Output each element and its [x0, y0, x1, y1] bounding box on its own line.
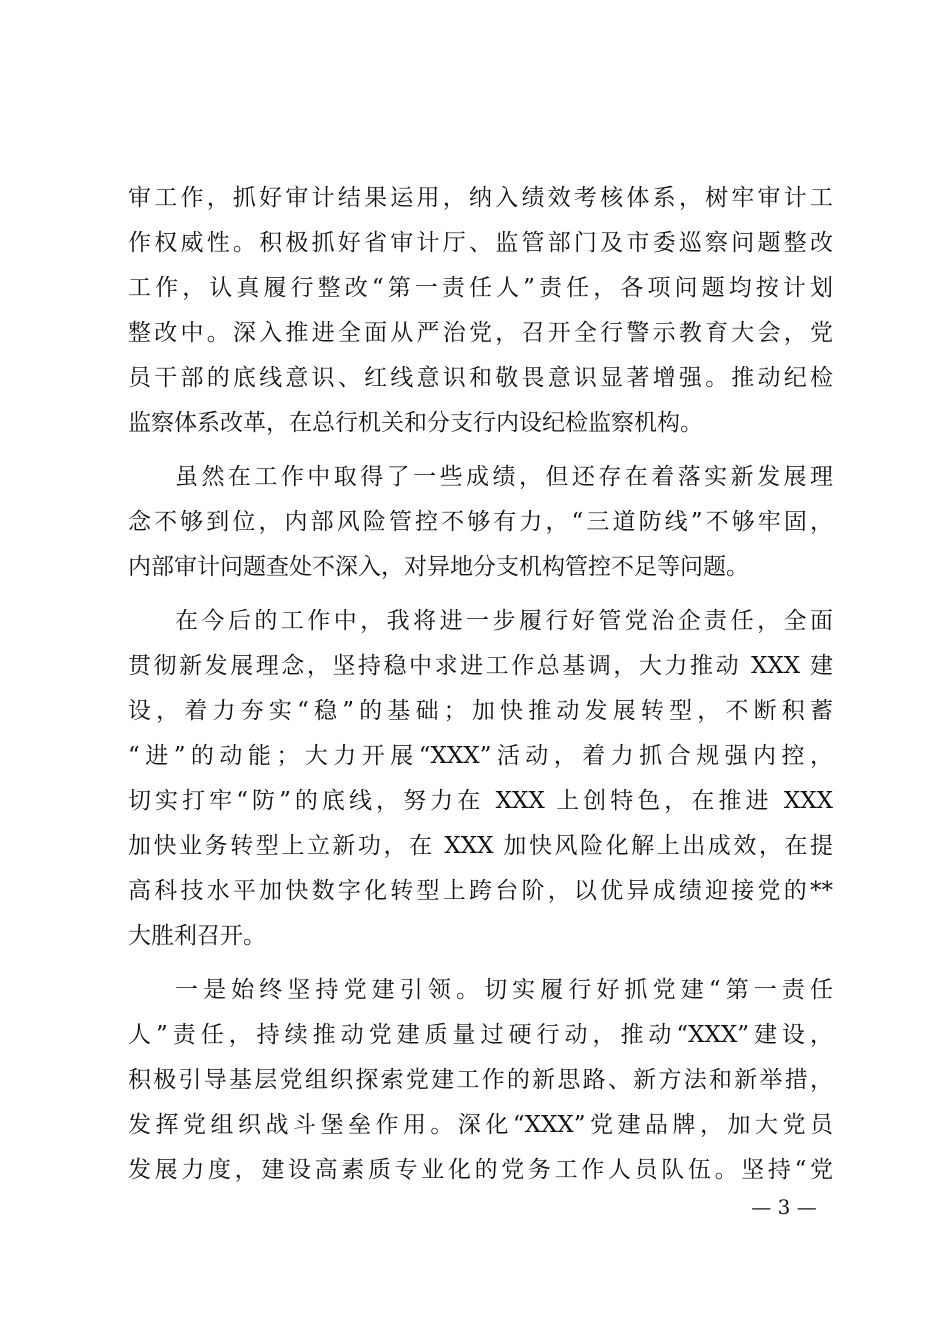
text-line: 发挥党组织战斗堡垒作用。深化“XXX”党建品牌，加大党员	[128, 1112, 833, 1138]
document-body	[128, 176, 833, 1193]
text-line: 加快业务转型上立新功，在 XXX 加快风险化解上出成效，在提	[128, 833, 833, 859]
text-line: 内部审计问题查处不深入，对异地分支机构管控不足等问题。	[128, 554, 749, 580]
text-line: 积极引导基层党组织探索党建工作的新思路、新方法和新举措，	[128, 1067, 833, 1093]
text-line: 监察体系改革，在总行机关和分支行内设纪检监察机构。	[128, 410, 703, 436]
text-line: 虽然在工作中取得了一些成绩，但还存在着落实新发展理	[175, 464, 833, 490]
text-line: 切实打牢“防”的底线，努力在 XXX 上创特色，在推进 XXX	[128, 788, 833, 814]
text-line: 在今后的工作中，我将进一步履行好管党治企责任，全面	[175, 608, 833, 634]
text-line: 大胜利召开。	[128, 923, 266, 949]
text-line: 工作，认真履行整改“第一责任人”责任，各项问题均按计划	[128, 275, 833, 301]
text-line: 发展力度，建设高素质专业化的党务工作人员队伍。坚持“党	[128, 1157, 833, 1183]
paragraph-2	[128, 455, 833, 590]
text-line: 审工作，抓好审计结果运用，纳入绩效考核体系，树牢审计工	[128, 185, 833, 211]
page-number: — 3 —	[751, 1195, 817, 1219]
text-line: “进”的动能；大力开展“XXX”活动，着力抓合规强内控，	[128, 743, 833, 769]
text-line: 作权威性。积极抓好省审计厅、监管部门及市委巡察问题整改	[128, 230, 833, 256]
text-line: 高科技水平加快数字化转型上跨台阶，以优异成绩迎接党的**	[128, 878, 833, 904]
text-line: 人”责任，持续推动党建质量过硬行动，推动“XXX”建设，	[128, 1022, 833, 1048]
text-line: 念不够到位，内部风险管控不够有力，“三道防线”不够牢固，	[128, 509, 833, 535]
paragraph-1	[128, 176, 833, 446]
paragraph-3	[128, 599, 833, 959]
paragraph-4	[128, 968, 833, 1193]
text-line: 整改中。深入推进全面从严治党，召开全行警示教育大会，党	[128, 320, 833, 346]
text-line: 员干部的底线意识、红线意识和敬畏意识显著增强。推动纪检	[128, 365, 833, 391]
text-line: 贯彻新发展理念，坚持稳中求进工作总基调，大力推动 XXX 建	[128, 653, 833, 679]
text-line: 设，着力夯实“稳”的基础；加快推动发展转型，不断积蓄	[128, 698, 833, 724]
text-line: 一是始终坚持党建引领。切实履行好抓党建“第一责任	[175, 977, 833, 1003]
